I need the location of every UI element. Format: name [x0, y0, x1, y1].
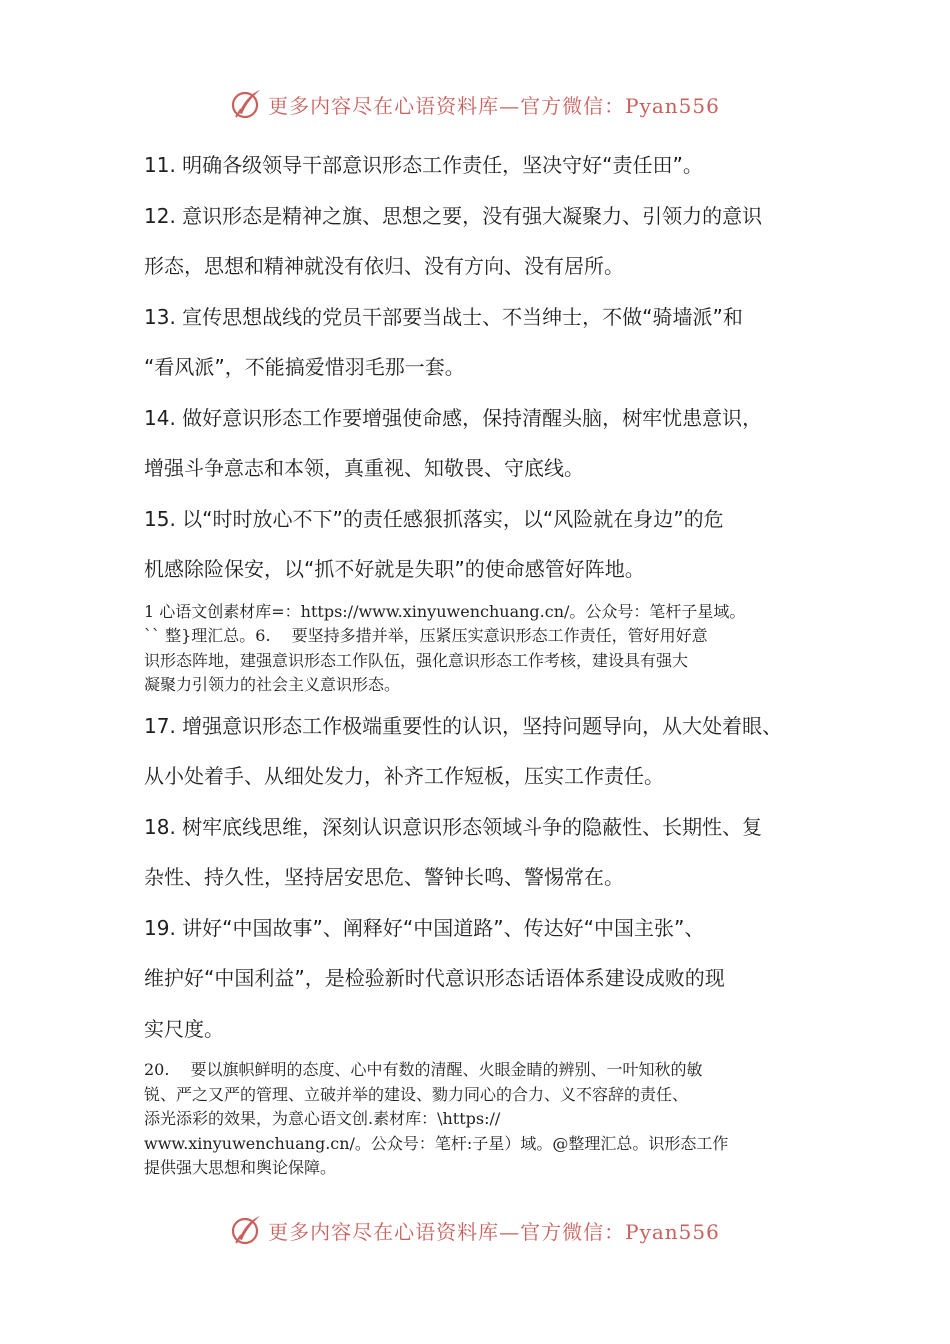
- list-item-19: 19. 讲好“中国故事”、阐释好“中国道路”、传达好“中国主张”、 维护好“中国利益”，是检验新时代意识形态话语体系建设成败的现 实尺度。: [144, 915, 725, 1041]
- banner-text: 更多内容尽在心语资料库—官方微信：Pyan556: [268, 93, 720, 118]
- quill-pen-logo-icon: [230, 1213, 264, 1247]
- banner-text: 更多内容尽在心语资料库—官方微信：Pyan556: [268, 1219, 720, 1244]
- header-banner: [0, 84, 950, 124]
- list-item-13: 13. 宣传思想战线的党员干部要当战士、不当绅士，不做“骑墙派”和 “看风派”，不能搞爱惜羽毛那一套。: [144, 304, 743, 379]
- list-item-18: 18. 树牢底线思维，深刻认识意识形态领域斗争的隐蔽性、长期性、复 杂性、持久性，坚持居安思危、警钟长鸣、警惕常在。: [144, 814, 763, 889]
- document-body: [144, 140, 824, 1181]
- quill-pen-logo-icon: [230, 87, 264, 121]
- list-item-11: 11. 明确各级领导干部意识形态工作责任，坚决守好“责任田”。: [144, 153, 703, 177]
- list-item-15: 15. 以“时时放心不下”的责任感狠抓落实，以“风险就在身边”的危 机感除险保安，以“抓不好就是失职”的使命感管好阵地。: [144, 506, 724, 581]
- list-item-20-note: 20. 要以旗帜鲜明的态度、心中有数的清醒、火眼金睛的辨别、一叶知秋的敏 锐、严之又严的管理、立破并举的建设、勠力同心的合力、义不容辞的责任、 添光添彩的效果，为意心语文创.素材库：\https:// www.xinyuwenchuang.cn/。公众号：笔杆:子星）域。@整理汇总。识形态工作 提供强大思想和舆论保障。: [144, 1060, 729, 1177]
- list-item-12: 12. 意识形态是精神之旗、思想之要，没有强大凝聚力、引领力的意识 形态，思想和精神就没有依归、没有方向、没有居所。: [144, 203, 763, 278]
- list-item-16-note: 1 心语文创素材库=：https://www.xinyuwenchuang.cn/。公众号：笔杆子星域。 `` 整}理汇总。6. 要坚持多措并举，压紧压实意识形态工作责任，管好用好意 识形态阵地，建强意识形态工作队伍，强化意识形态工作考核，建设具有强大 凝聚力引领力的社会主义意识形态。: [144, 601, 746, 694]
- footer-banner: [0, 1210, 950, 1250]
- list-item-14: 14. 做好意识形态工作要增强使命感，保持清醒头脑，树牢忧患意识， 增强斗争意志和本领，真重视、知敬畏、守底线。: [144, 405, 763, 480]
- list-item-17: 17. 增强意识形态工作极端重要性的认识，坚持问题导向，从大处着眼、 从小处着手、从细处发力，补齐工作短板，压实工作责任。: [144, 713, 783, 788]
